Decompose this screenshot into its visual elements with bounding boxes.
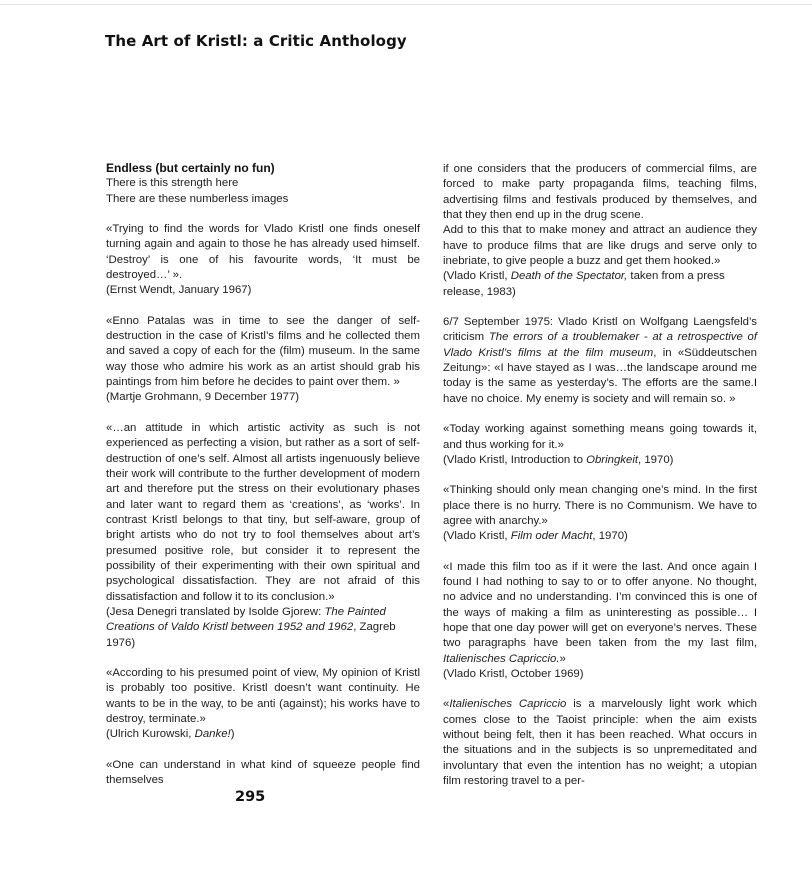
verse-line: There is this strength here <box>106 177 239 190</box>
quote-open: « <box>443 698 450 711</box>
page-number: 295 <box>235 789 266 805</box>
quote-continued: «One can understand in what kind of squeeze people find themselves <box>106 758 420 787</box>
verse-line: There are these numberless images <box>106 192 289 205</box>
source-work-title: Danke! <box>194 728 231 741</box>
quote-film-oder-macht: «Thinking should only mean changing one’s mind. In the first place there is no hurry. There is no Communism. We have to agree with anarchy.» <box>443 484 757 527</box>
source-prefix: (Ulrich Kurowski, <box>106 728 195 741</box>
quote-obringkeit: «Today working against something means going towards it, and thus working for it.» <box>443 423 757 451</box>
quote-taoist <box>443 697 757 789</box>
entry-prefix: 6/7 September 1975: Vlado Kristl on Wolfgang Laengsfeld’s criticism <box>443 316 757 344</box>
quote-source <box>443 269 757 300</box>
quote-work-title: Italienisches Capriccio <box>449 698 567 711</box>
left-column <box>106 161 420 788</box>
quote-source <box>443 529 757 544</box>
source-work-title: Obringkeit <box>586 453 639 466</box>
source-work-title: Film oder Macht <box>510 530 593 543</box>
entry-work-title: The errors of a troublemaker - at a retrospective of Vlado Kristl’s films at the film museum <box>443 331 757 359</box>
source-prefix: (Vlado Kristl, Introduction to <box>443 453 587 466</box>
source-prefix: (Vlado Kristl, <box>443 530 511 543</box>
section-heading: Endless (but certainly no fun) <box>106 161 275 175</box>
source-work-title: The Painted Creations of Valdo Kristl between 1952 and 1962 <box>106 605 386 634</box>
verse-lines <box>106 176 420 207</box>
quote-source <box>443 453 757 468</box>
quote-wendt: «Trying to find the words for Vlado Kristl one finds oneself turning again and again to those he has already used himself. ‘Destroy’ is one of his favourite words, ‘It must be destroyed…’ ». <box>106 223 420 282</box>
quote-close: » <box>559 652 566 665</box>
source-suffix: , 1970) <box>592 530 628 543</box>
source-suffix: , Zagreb 1976) <box>106 621 396 649</box>
source-work-title: Death of the Spectator, <box>510 270 628 283</box>
source-suffix: , 1970) <box>638 453 674 466</box>
quote-continuation-2: Add to this that to make money and attract an audience they have to produce films that are like drugs and serve only to inebriate, to give people a buzz and get them hooked.» <box>443 224 757 268</box>
source-prefix: (Vlado Kristl, <box>443 270 511 283</box>
running-header-title: The Art of Kristl: a Critic Anthology <box>105 32 407 50</box>
quote-work-title: Italienisches Capriccio. <box>443 652 560 665</box>
quote-denegri: «…an attitude in which artistic activity as such is not experienced as perfecting a vision, but rather as a sort of self-destruction of one’s self. Almost all artists ingenuously believe their work will contribute to the further development of modern art and therefore put the stress on their evolutionary phases and later want to regard them as ‘creations’, as ‘works’. In contrast Kristl belongs to that tiny, but self-aware, group of bright artists who do not try to fool themselves about art’s presumed positive role, but consider it to represent the possibility of their experimenting with their own spiritual and psychological dissatisfaction. They are not afraid of this dissatisfaction and follow it to its conclusion.» <box>106 421 420 603</box>
quote-body: is a marvelously light work which comes close to the Taoist principle: when the aim exists without being felt, then it has been reached. What occurs in the situations and in the subjects is so unpremeditated and involuntary that even the intention has no weight; a utopian film restoring travel to a per- <box>443 698 757 788</box>
right-column <box>443 162 757 789</box>
entry-suffix: , in «Süddeutschen Zeitung»: «I have stayed as I was…the landscape around me today is the same as yesterday’s. The efforts are the same.I have no choice. My enemy is society and will remain so. » <box>443 346 757 405</box>
quote-body: «I made this film too as if it were the last. And once again I found I had nothing to say to or to offer anyone. No thought, no advice and no understanding. I’m convinced this is one of the ways of making a film as uninteresting as possible… I hope that one day power will get on everyone’s nerves. These two paragraphs have been taken from the my last film, <box>443 560 757 650</box>
quote-source <box>106 605 420 651</box>
quote-source: (Ernst Wendt, January 1967) <box>106 284 252 297</box>
quote-grohmann: «Enno Patalas was in time to see the danger of self-destruction in the case of Kristl’s films and he collected them and saved a copy of each for the (film) museum. In the same way those who admire his work as an artist should grab his paintings from him before he decides to paint over them. » <box>106 314 420 389</box>
page-top-rule <box>0 4 812 5</box>
quote-source <box>106 727 420 742</box>
quote-kurowski: «According to his presumed point of view, My opinion of Kristl is probably too positive. Kristl doesn’t want continuity. He wants to be in the way, to be anti (against); his works have to destroy, terminate.» <box>106 666 420 725</box>
source-prefix: (Jesa Denegri translated by Isolde Gjorew: <box>106 605 325 618</box>
source-suffix: ) <box>230 728 235 741</box>
entry-laengsfeld <box>443 315 757 407</box>
quote-source: (Vlado Kristl, October 1969) <box>443 667 584 680</box>
quote-source: (Martje Grohmann, 9 December 1977) <box>106 391 300 404</box>
source-suffix: taken from a press release, 1983) <box>443 270 725 298</box>
quote-continuation: if one considers that the producers of commercial films, are forced to make party propaganda films, teaching films, advertising films and festivals produced by themselves, and that they then end up in the drug scene. <box>443 163 757 222</box>
quote-capriccio <box>443 560 757 667</box>
